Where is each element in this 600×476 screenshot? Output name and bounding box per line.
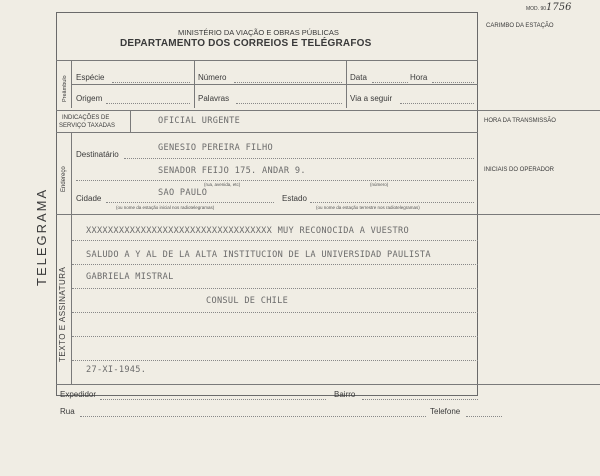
- via-field: [400, 103, 474, 104]
- cidade-hint: (ou nome da estação inicial nos radiotelegramas): [116, 205, 215, 210]
- preamble-label: Preâmbulo: [62, 75, 68, 102]
- rua-line: [80, 416, 426, 417]
- destinatario-line: [124, 158, 474, 159]
- estado-label: Estado: [282, 194, 307, 203]
- telefone-line: [466, 416, 502, 417]
- data-field: [372, 82, 408, 83]
- rua-label: Rua: [60, 407, 75, 416]
- numero-label: Número: [198, 73, 227, 82]
- telegram-form: [56, 12, 478, 396]
- numero-field: [234, 82, 342, 83]
- model-number: 1756: [546, 2, 572, 13]
- indicacoes-label-2: SERVIÇO TAXADAS: [59, 123, 116, 129]
- indicacoes-top-rule: [56, 110, 600, 111]
- texto-rule-3: [72, 288, 478, 289]
- indicacoes-value: OFICIAL URGENTE: [158, 116, 241, 126]
- telefone-label: Telefone: [430, 407, 461, 416]
- especie-label: Espécie: [76, 73, 105, 82]
- number-hint: (número): [370, 182, 389, 187]
- texto-rule-6: [72, 360, 478, 361]
- cidade-line: [106, 202, 274, 203]
- indicacoes-label-1: INDICAÇÕES DE: [62, 115, 110, 121]
- transmissao-label: HORA DA TRANSMISSÃO: [484, 118, 556, 124]
- especie-field: [112, 82, 190, 83]
- preamble-top-rule: [56, 60, 478, 61]
- telegram-side-title: TELEGRAMA: [34, 187, 49, 286]
- cidade-label: Cidade: [76, 194, 102, 203]
- origem-label: Origem: [76, 94, 103, 103]
- texto-line-1: XXXXXXXXXXXXXXXXXXXXXXXXXXXXXXXXXX MUY RECONOCIDA A VUESTRO: [86, 226, 409, 236]
- street-line: [76, 180, 474, 181]
- expedidor-line: [100, 399, 326, 400]
- operador-label: INICIAIS DO OPERADOR: [484, 167, 555, 173]
- palavras-field: [236, 103, 342, 104]
- hora-label: Hora: [410, 73, 428, 82]
- footer-top-rule: [56, 384, 600, 385]
- texto-rule-1: [72, 240, 478, 241]
- bairro-label: Bairro: [334, 390, 356, 399]
- stamp-label: CARIMBO DA ESTAÇÃO: [486, 23, 554, 29]
- texto-rule-4: [72, 312, 478, 313]
- preamble-mid-rule: [71, 84, 478, 85]
- texto-line-2: SALUDO A Y AL DE LA ALTA INSTITUCION DE LA UNIVERSIDAD PAULISTA: [86, 250, 431, 260]
- indicacoes-divider: [130, 110, 131, 132]
- street-value: SENADOR FEIJO 175. ANDAR 9.: [158, 166, 306, 176]
- model-label: MOD. 90: [526, 6, 547, 12]
- palavras-label: Palavras: [198, 94, 230, 103]
- department-title: DEPARTAMENTO DOS CORREIOS E TELÉGRAFOS: [120, 38, 372, 49]
- destinatario-label: Destinatário: [76, 150, 119, 159]
- texto-rule-2: [72, 264, 478, 265]
- endereco-divider: [71, 132, 72, 214]
- origem-field: [106, 103, 190, 104]
- texto-line-4: CONSUL DE CHILE: [206, 296, 289, 306]
- texto-rule-5: [72, 336, 478, 337]
- texto-label: TEXTO E ASSINATURA: [58, 266, 67, 362]
- estado-line: [310, 202, 474, 203]
- via-label: Via a seguir: [350, 94, 393, 103]
- bairro-line: [362, 399, 478, 400]
- texto-top-rule: [56, 214, 600, 215]
- cidade-value: SAO PAULO: [158, 188, 208, 198]
- ministry-title: MINISTÉRIO DA VIAÇÃO E OBRAS PÚBLICAS: [178, 28, 339, 37]
- indicacoes-bottom-rule: [56, 132, 478, 133]
- hora-field: [432, 82, 474, 83]
- destinatario-value: GENESIO PEREIRA FILHO: [158, 143, 273, 153]
- texto-line-3: GABRIELA MISTRAL: [86, 272, 174, 282]
- expedidor-label: Expedidor: [60, 390, 97, 399]
- data-label: Data: [350, 73, 367, 82]
- endereco-label: Endereço: [61, 166, 67, 192]
- street-hint: (rua, avenida, etc): [204, 182, 241, 187]
- estado-hint: (ou nome da estação terrestre nos radiotelegramas): [316, 205, 420, 210]
- texto-line-5: 27-XI-1945.: [86, 365, 147, 375]
